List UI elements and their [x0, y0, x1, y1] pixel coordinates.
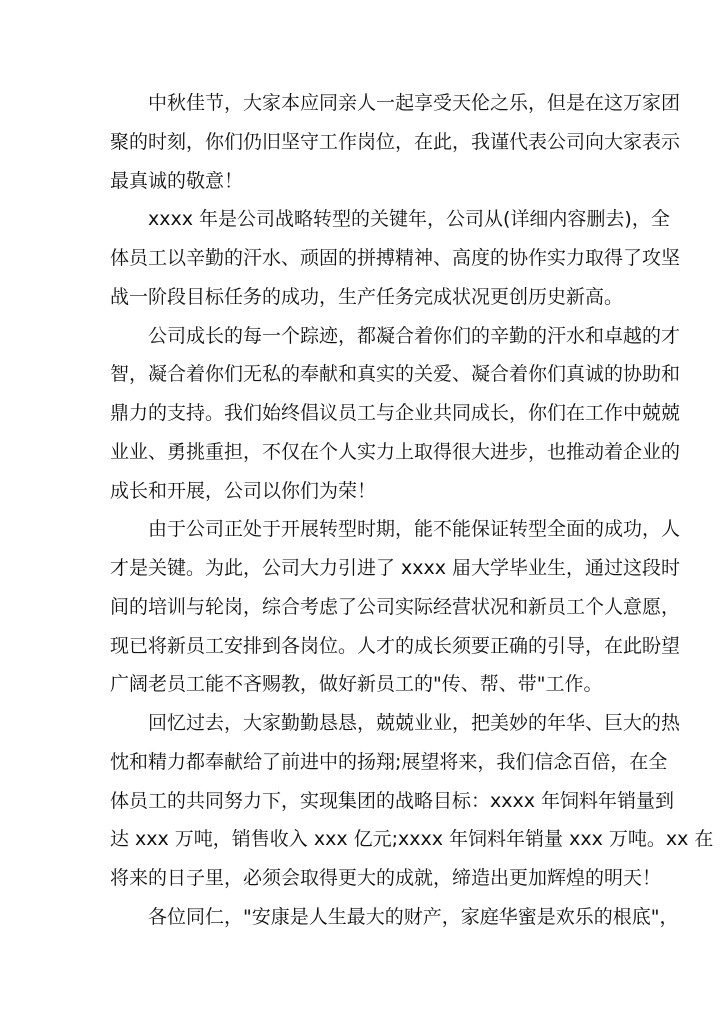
- text-line: 聚的时刻，你们仍旧坚守工作岗位，在此，我谨代表公司向大家表示: [110, 130, 681, 153]
- text-line: 回忆过去，大家勤勤恳恳，兢兢业业，把美妙的年华、巨大的热: [148, 712, 681, 734]
- text-line: 最真诚的敬意！: [110, 169, 244, 192]
- document-body: [110, 90, 714, 943]
- text-line: 业业、勇挑重担，不仅在个人实力上取得很大进步，也推动着企业的: [110, 440, 681, 463]
- paragraph: [110, 90, 681, 206]
- text-line: 才是关键。为此，公司大力引进了 xxxx 届大学毕业生，通过这段时: [110, 557, 681, 579]
- text-line: xxxx 年是公司战略转型的关键年，公司从(详细内容删去)，全: [148, 208, 670, 231]
- text-line: 成长和开展，公司以你们为荣！: [110, 479, 377, 502]
- text-line: 体员工的共同努力下，实现集团的战略目标：xxxx 年饲料年销量到: [110, 789, 675, 812]
- text-line: 智，凝合着你们无私的奉献和真实的关爱、凝合着你们真诚的协助和: [110, 363, 681, 386]
- paragraph: [110, 904, 679, 943]
- text-line: 由于公司正处于开展转型时期，能不能保证转型全面的成功，人: [148, 518, 681, 541]
- paragraph: [110, 710, 714, 904]
- paragraph: [110, 206, 681, 322]
- text-line: 广阔老员工能不吝赐教，做好新员工的"传、帮、带"工作。: [110, 673, 603, 696]
- paragraph: [110, 516, 681, 710]
- paragraph: [110, 323, 681, 517]
- text-line: 中秋佳节，大家本应同亲人一起享受天伦之乐，但是在这万家团: [148, 92, 681, 114]
- text-line: 忱和精力都奉献给了前进中的扬翔;展望将来，我们信念百倍，在全: [110, 750, 668, 773]
- text-line: 各位同仁，"安康是人生最大的财产，家庭华蜜是欢乐的根底"，: [148, 905, 679, 928]
- text-line: 鼎力的支持。我们始终倡议员工与企业共同成长，你们在工作中兢兢: [110, 402, 681, 424]
- text-line: 将来的日子里，必须会取得更大的成就，缔造出更加辉煌的明天！: [110, 867, 662, 889]
- text-line: 战一阶段目标任务的成功，生产任务完成状况更创历史新高。: [110, 285, 624, 308]
- text-line: 达 xxx 万吨，销售收入 xxx 亿元;xxxx 年饲料年销量 xxx 万吨。xx 在: [110, 828, 714, 851]
- text-line: 体员工以辛勤的汗水、顽固的拼搏精神、高度的协作实力取得了攻坚: [110, 247, 681, 269]
- text-line: 间的培训与轮岗，综合考虑了公司实际经营状况和新员工个人意愿，: [110, 595, 681, 618]
- text-line: 现已将新员工安排到各岗位。人才的成长须要正确的引导，在此盼望: [110, 634, 681, 657]
- text-line: 公司成长的每一个踪迹，都凝合着你们的辛勤的汗水和卓越的才: [148, 324, 681, 347]
